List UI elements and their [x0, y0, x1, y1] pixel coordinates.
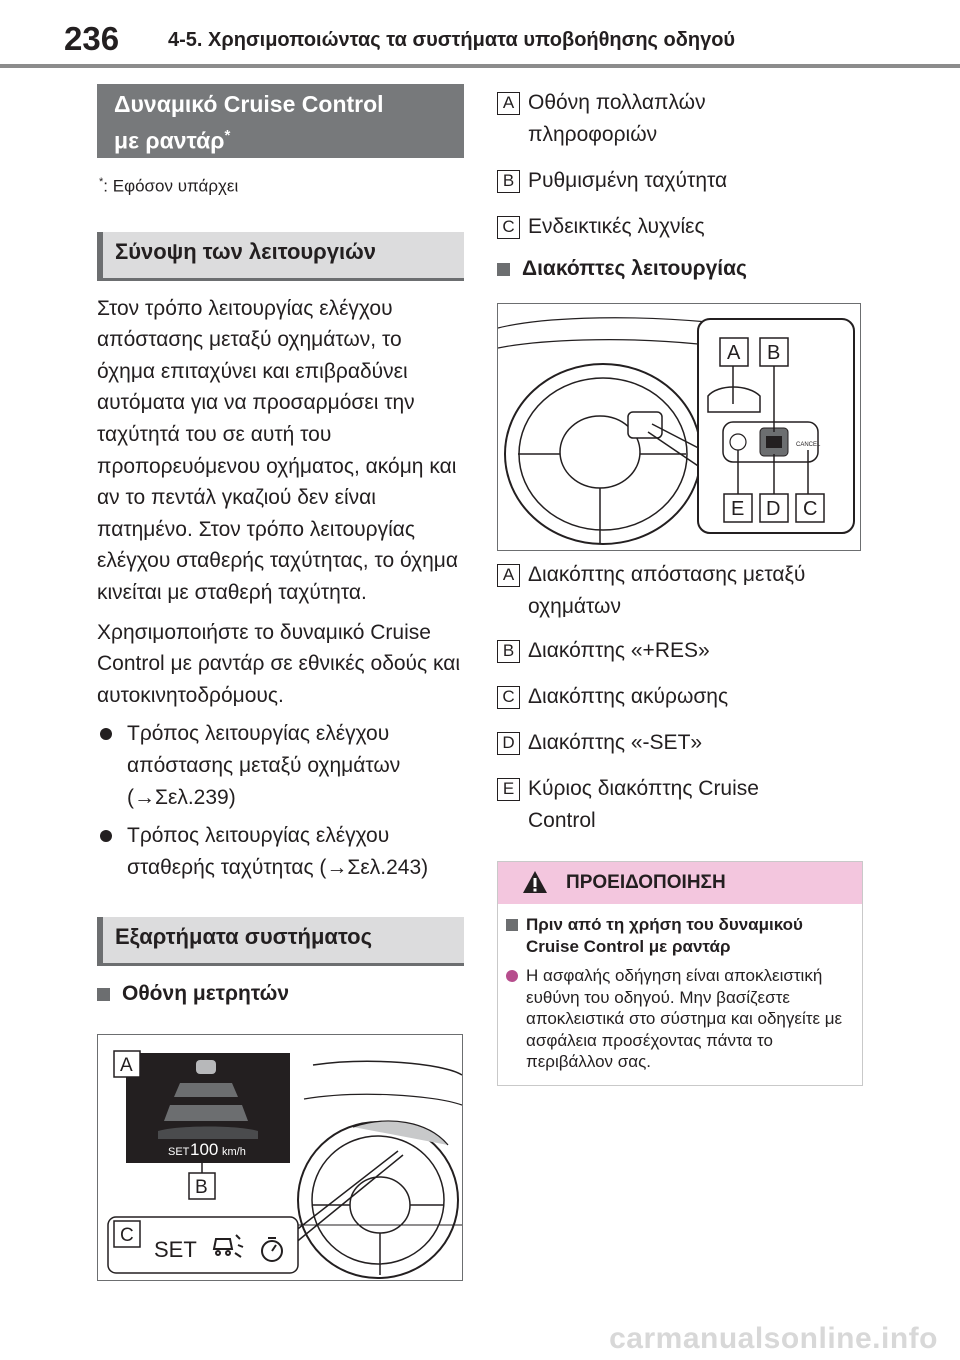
fig2-label-c: C [803, 498, 818, 520]
fig2-label-a: A [727, 342, 741, 364]
warning-title: ΠΡΟΕΙΔΟΠΟΙΗΣΗ [566, 872, 726, 893]
legend-key: A [497, 564, 520, 587]
legend-text: Ρυθμισμένη ταχύτητα [528, 169, 728, 192]
legend-text: Διακόπτης απόστασης μεταξύ οχημάτων [528, 563, 806, 618]
legend-text: Κύριος διακόπτης Cruise Control [528, 777, 759, 832]
warning-box [497, 861, 863, 1086]
fig1-label-b: B [195, 1177, 208, 1199]
bullet-dot [100, 830, 112, 842]
main-heading-line1: Δυναμικό Cruise Control [114, 91, 384, 117]
right-column [497, 84, 863, 1086]
main-heading-star: * [224, 127, 231, 144]
legend-text: Διακόπτης «+RES» [528, 639, 710, 662]
footnote-text: : Εφόσον υπάρχει [103, 176, 239, 196]
fig2-label-d: D [766, 498, 781, 520]
footnote-star: * [99, 176, 104, 188]
square-bullet-icon [497, 263, 510, 276]
legend-key: B [497, 170, 520, 193]
legend-item [497, 211, 863, 243]
legend-item [497, 87, 863, 151]
main-heading-line2: με ραντάρ [114, 127, 225, 154]
square-bullet-icon [97, 988, 110, 1001]
summary-paragraph-2: Χρησιμοποιήστε το δυναμικό Cruise Control με ραντάρ σε εθνικές οδούς και αυτοκινητοδρόμους. [97, 620, 461, 707]
bullet-text: Τρόπος λειτουργίας ελέγχου σταθερής ταχύτητας (→Σελ.243) [127, 824, 429, 879]
legend-item [497, 165, 863, 197]
legend-item [497, 681, 863, 713]
legend-key: E [497, 778, 520, 801]
watermark: carmanualsonline.info [609, 1322, 938, 1355]
switches-figure [497, 303, 861, 551]
bullet-dot [506, 970, 518, 982]
legend-key: C [497, 216, 520, 239]
summary-paragraph-1: Στον τρόπο λειτουργίας ελέγχου απόστασης μεταξύ οχημάτων, το όχημα επιταχύνει και επιβραδύνει αυτόματα για να προσαρμόσει την ταχύτητά του σε αυτή του προπορευόμενου οχήματος, ακόμη και αν το πεντάλ γκαζιού δεν είναι πατημένο. Στον τρόπο λειτουργίας ελέγχου σταθερής ταχύτητας, το όχημα κινείται με σταθερή ταχύτητα. [97, 296, 459, 604]
bullet-item [97, 718, 464, 813]
meter-illustration [98, 1035, 462, 1280]
warning-subheading: Πριν από τη χρήση του δυναμικού Cruise Control με ραντάρ [506, 914, 852, 957]
fig1-label-a: A [120, 1055, 133, 1077]
legend-item [497, 727, 863, 759]
fig2-label-e: E [731, 498, 745, 520]
warning-header [498, 862, 862, 904]
display-speed-unit: km/h [222, 1146, 246, 1159]
page-header [0, 0, 960, 70]
operation-switches-heading: Διακόπτες λειτουργίας [497, 257, 863, 281]
legend-key: D [497, 732, 520, 755]
legend-key: C [497, 686, 520, 709]
summary-heading: Σύνοψη των λειτουργιών [97, 232, 464, 278]
meter-figure [97, 1034, 463, 1281]
bullet-text: Τρόπος λειτουργίας ελέγχου απόστασης μεταξύ οχημάτων (→Σελ.239) [127, 722, 401, 809]
page-number: 236 [64, 20, 120, 57]
legend-text: Ενδεικτικές λυχνίες [528, 215, 705, 238]
display-set-label: SET [168, 1146, 190, 1159]
meter-display-heading: Οθόνη μετρητών [97, 982, 464, 1006]
legend-item [497, 559, 863, 623]
legend-text: Διακόπτης ακύρωσης [528, 685, 729, 708]
steering-switch-illustration [498, 304, 860, 550]
legend-key: A [497, 92, 520, 115]
cancel-switch-label: CANCEL [796, 442, 821, 448]
availability-footnote [99, 176, 464, 197]
header-divider [0, 64, 960, 68]
left-column [97, 84, 464, 1281]
components-heading: Εξαρτήματα συστήματος [97, 917, 464, 963]
fig2-label-b: B [767, 342, 781, 364]
main-section-heading [97, 84, 464, 158]
bullet-item [97, 820, 464, 883]
legend-key: B [497, 640, 520, 663]
switches-legend [497, 559, 863, 837]
warning-body [498, 904, 862, 1085]
bullet-dot [100, 728, 112, 740]
legend-item [497, 635, 863, 667]
fig1-label-c: C [120, 1225, 134, 1247]
indicator-set-label: SET [154, 1237, 197, 1263]
display-speed-value: 100 [190, 1140, 219, 1160]
legend-text: Οθόνη πολλαπλών πληροφοριών [528, 91, 706, 146]
legend-item [497, 773, 863, 837]
warning-item: Η ασφαλής οδήγηση είναι αποκλειστική ευθύνη του οδηγού. Μην βασίζεστε αποκλειστικά στο σύστημα και οδηγείτε με ασφάλεια προσέχοντας πάντα το περιβάλλον σας. [506, 965, 852, 1073]
chapter-title: 4-5. Χρησιμοποιώντας τα συστήματα υποβοήθησης οδηγού [168, 29, 736, 51]
legend-text: Διακόπτης «-SET» [528, 731, 703, 754]
meter-legend [497, 87, 863, 243]
square-bullet-icon [506, 919, 518, 931]
warning-triangle-icon [522, 869, 548, 895]
